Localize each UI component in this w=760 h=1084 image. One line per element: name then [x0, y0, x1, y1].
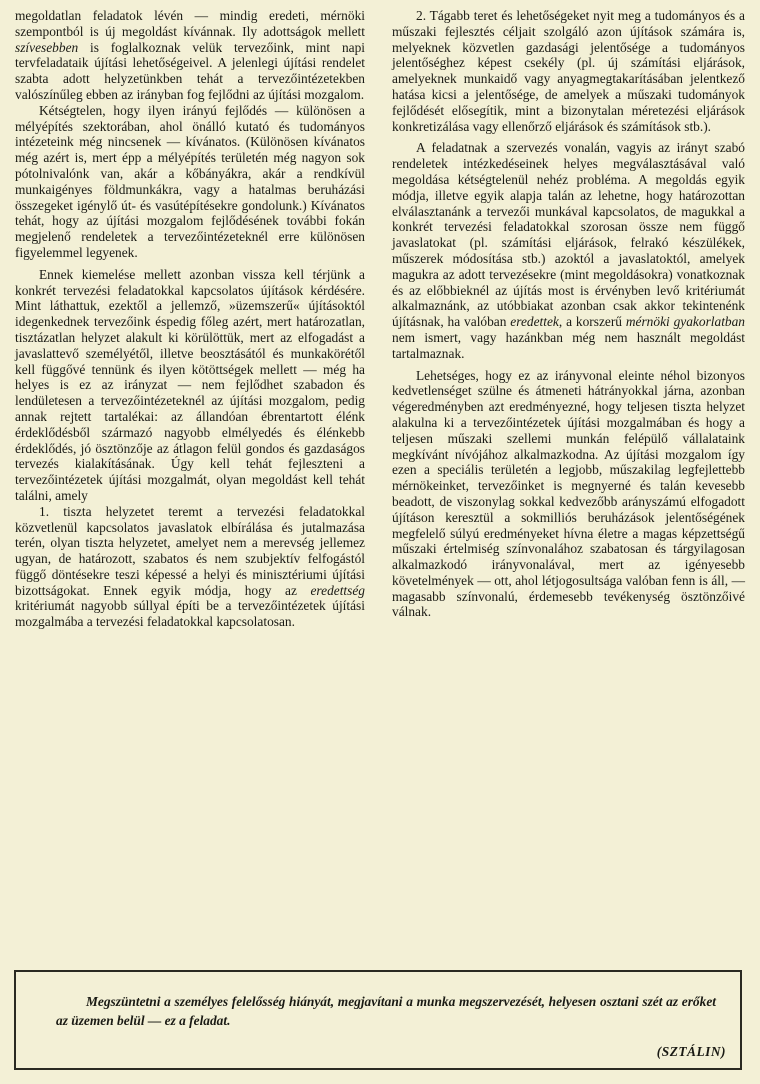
text-run: A feladatnak a szervezés vonalán, vagyis az irányt szabó rendeletek intézkedéseinek helyes megválasztásával való megoldása kétségtelenül nehéz probléma. A megoldás egyik módja, illetve egyik alapja talán az lehetne, hogy határozottan elválasztanánk a tervezői munkával kapcsolatos, de magukkal a konkrét tervezési feladatokkal szorosan össze nem függő javaslatokat (pl. számítási eljárások, felrakó készülékek, műszerek módosítása stb.) azoktól a javaslatoktól, amelyek magukra az adott tervezésekre (mint megoldásokra) vonatkoznak és az előbbieknél az újítás most is érvényben levő kritériumát alkalmaznánk, az utóbbiakat azonban csak akkor tekintenénk újításnak, ha valóban	[392, 140, 745, 330]
emphasis: szívesebben	[15, 39, 79, 55]
emphasis: eredettek	[510, 314, 559, 330]
paragraph: Kétségtelen, hogy ilyen irányú fejlődés — különösen a mélyépítés szektorában, ahol önálló kutató és tudományos intézeteink még nincsenek — kívánatos. (Különösen kívánatos még azért is, mert épp a mélyépítés területén még nagyon sok pótolnivalónk van, akár a kőbányákra, akár a rendkívül munkaigényes földmunkákra, vagy a hatalmas beruházási összegeket igénylő út- és vasútépítésekre gondolunk.) Kívánatos tehát, hogy az újítási mozgalom fejlődésének további fokán megjelenő rendeletek a tervezőintézeteknél erre különösen figyelemmel legyenek.	[15, 102, 365, 260]
paragraph: Lehetséges, hogy ez az irányvonal eleinte néhol bizonyos kedvetlenséget szülne és átmeneti hátrányokkal járna, azonban végeredményben azt eredményezné, hogy teljesen tiszta helyzet alakulna ki a tervezőintézetek újítási mozgalmában és hogy a teljesen műszaki szellemi munkán felépülő vállalataink megkívánt nívójához alkalmazkodna. Az újítási mozgalom így ezen a speciális területén a legjobb, műszakilag legfejlettebb mérnökeinket, tervezőinket is megnyerné és talán kevesebb beadott, de viszonylag sokkal kedvezőbb arányszámú elfogadott újításon keresztül a sokmilliós beruházások jelentőségének megfelelő súlyú eredményeket hívna életre a magas képzettségű műszaki értelmiség színvonalához szabatosan és tárgyilagosan alkalmazkodó irányvonalával, mert az igényesebb követelmények — ott, ahol létjogosultsága valóban fenn is áll, — magasabb színvonalú, érdemesebb tevékenység ösztönzőivé válnak.	[392, 367, 745, 620]
paragraph	[15, 8, 365, 103]
text-run: 1. tiszta helyzetet teremt a tervezési feladatokkal közvetlenül kapcsolatos javaslatok elbírálása és jutalmazása terén, olyan tiszta helyzetet, amelyet nem a merevség jellemez ugyan, de határozott, szabatos és nem szubjektív felfogástól függő döntésekre teszi képessé a helyi és minisztériumi újítási bizottságokat. Ennek egyik módja, hogy az	[15, 503, 365, 598]
quote-box	[14, 970, 742, 1070]
right-column	[392, 8, 745, 620]
left-column	[15, 8, 365, 630]
emphasis: mérnöki gyakorlatban	[625, 314, 746, 330]
quote-author: (SZTÁLIN)	[656, 1044, 726, 1059]
text-run: nem ismert, vagy hazánkban még nem használt megoldást tartalmaznak.	[392, 329, 745, 361]
text-run: , a korszerű	[558, 314, 626, 330]
text-run: kritériumát nagyobb súllyal építi be a tervezőintézetek újítási mozgalmába a tervezési feladatokkal kapcsolatosan.	[15, 598, 365, 630]
emphasis: eredettség	[310, 582, 365, 598]
paragraph: Ennek kiemelése mellett azonban vissza kell térjünk a konkrét tervezési feladatokkal kapcsolatos újítások kérdésére. Mint láthattuk, ezektől a jellemző, »üzemszerű« újításoktól idegenkednek tervezőink éspedig főleg azért, mert határozatlan, tisztázatlan helyzet alakult ki körülöttük, mert az elfogadást a javaslattevő személyétől, illetve beosztásától és munkakörétől kell függővé tennünk és ilyen kötöttségek mellett — még ha helyes is ez az irányzat — nem fejlődhet szabadon és lendületesen a tervezőintézeteknél az újítási mozgalom, pedig annak rejtett tartalékai: az állandóan ébrentartott élénk érdeklődésből származó nagyobb elmélyedés és élénkebb érdeklődés, jó ösztönzője az átlagon felül gondos és gazdaságos tervezés kialakításának. Úgy kell tehát fejleszteni a tervezőintézetek újítási mozgalmát, olyan megoldást kell tehát találni, amely	[15, 266, 365, 503]
text-run: is foglalkoznak velük tervezőink, mint napi tervfeladataik újítási lehetőségeivel. A jelenlegi újítási rendelet szabta adott helyzetünkben tehát a tervezőintézetekben valószínűleg ebben az irányban fog fejlődni az újítási mozgalom.	[15, 39, 365, 102]
paragraph	[15, 504, 365, 630]
quote-text: Megszüntetni a személyes felelősség hiányát, megjavítani a munka megszervezését, helyesen osztani szét az erőket az üzemen belül — ez a feladat.	[56, 994, 716, 1028]
text-run: megoldatlan feladatok lévén — mindig eredeti, mérnöki szempontból is új megoldást kívánnak. Ily adottságok mellett	[15, 8, 365, 39]
paragraph: 2. Tágabb teret és lehetőségeket nyit meg a tudományos és a műszaki fejlesztés céljait szolgáló azon újítások számára is, melyeknek közvetlen gazdasági jelentősége a tudományos jelentőséghez képest csekély (pl. új számítási eljárások, amelyeknek munkaidő vagy anyagmegtakarításában jelentkező hatása kicsi a jelentősége, de amelyek a műszaki tudományok fejlődését elősegítik, mint a bizonytalan méretezési eljárások konkretizálása vagy ellenőrző eljárások és számítások stb.).	[392, 8, 745, 134]
paragraph	[392, 140, 745, 361]
